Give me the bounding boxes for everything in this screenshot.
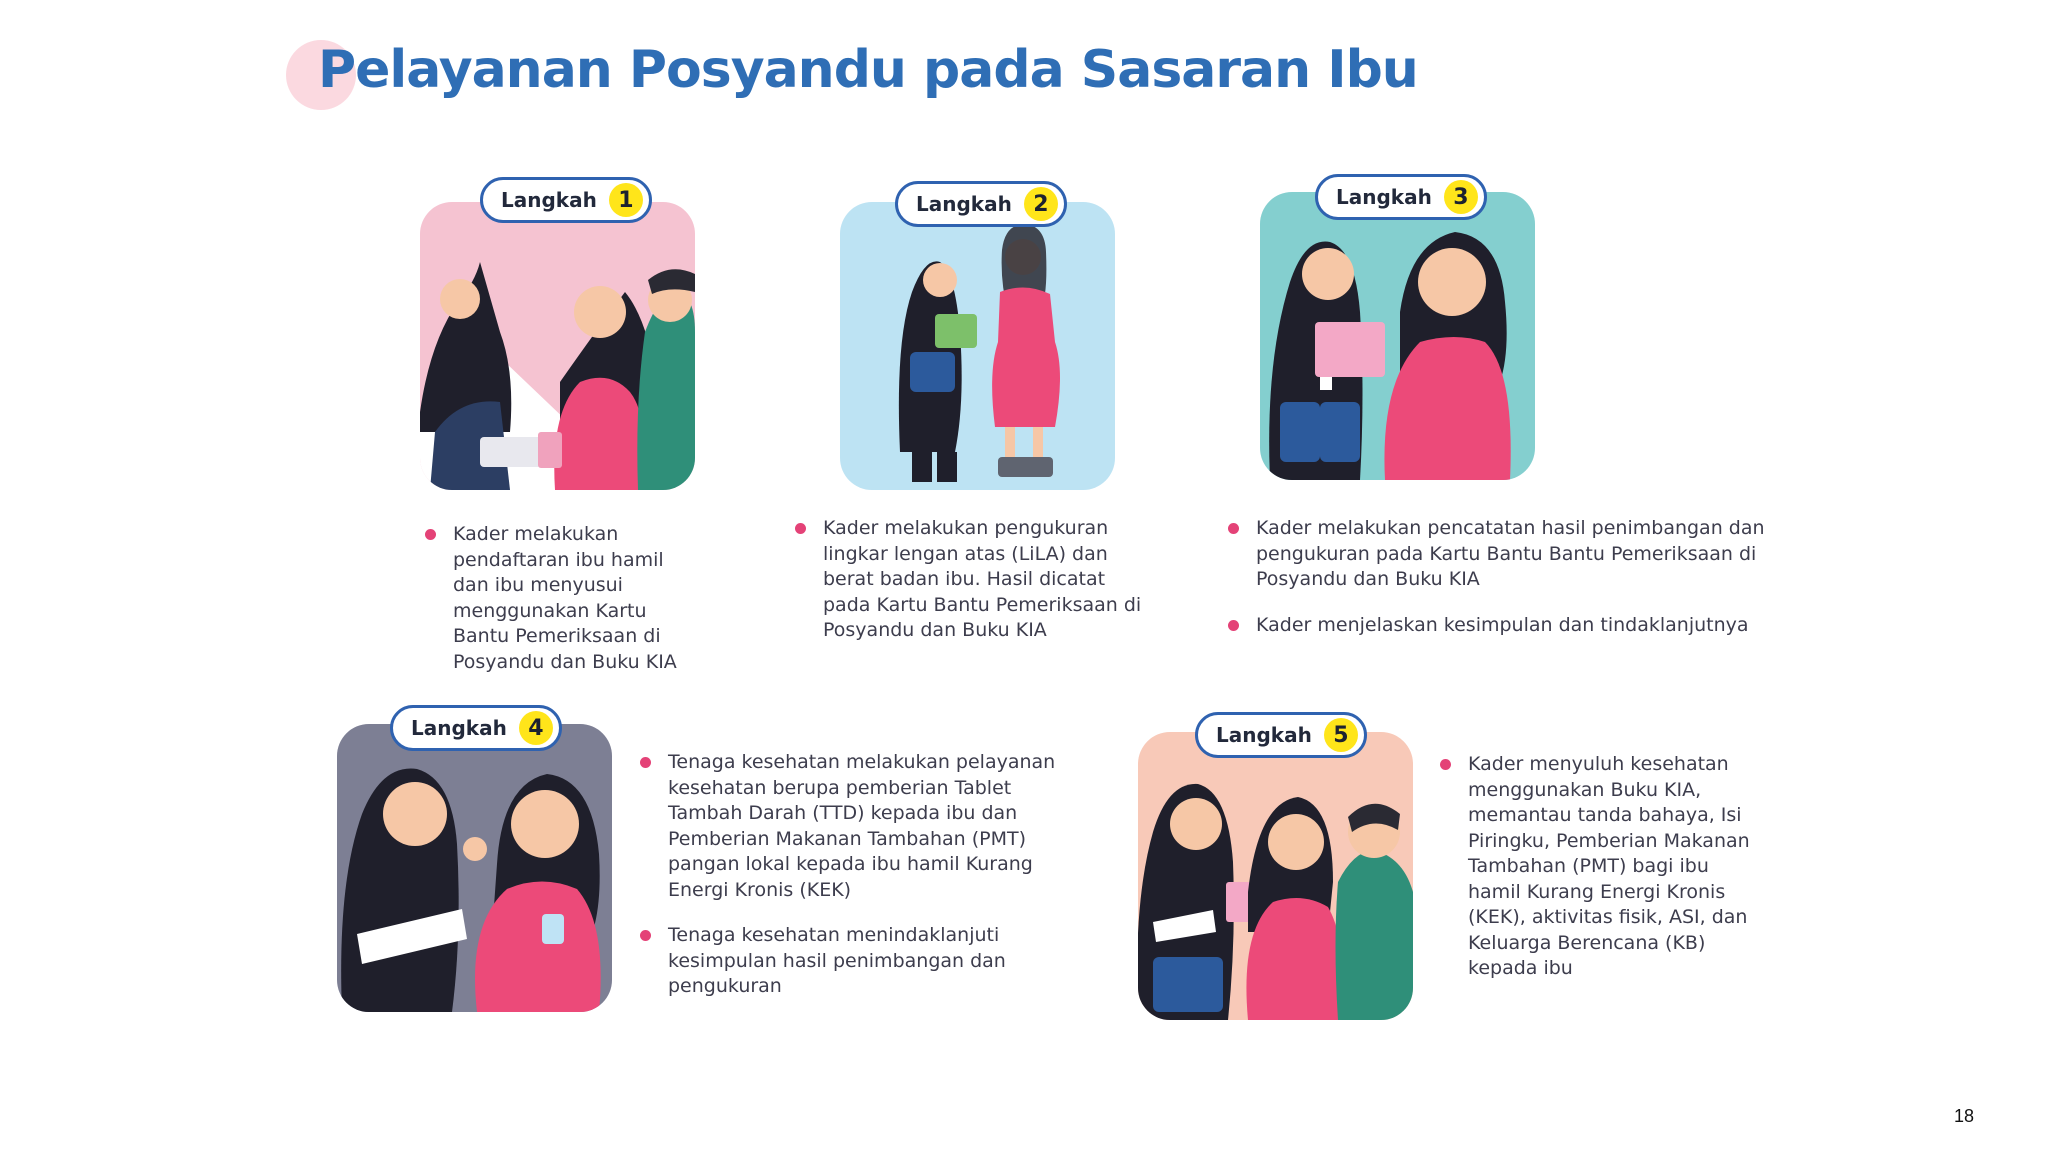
step-1-number: 1	[609, 183, 643, 217]
step-4-illustration	[337, 724, 612, 1012]
step-3-bullet-2: Kader menjelaskan kesimpulan dan tindaklanjutnya	[1228, 613, 1788, 639]
step-4-badge	[390, 705, 562, 751]
step-5-number: 5	[1324, 718, 1358, 752]
step-4-description	[640, 750, 1080, 1000]
step-1-bullet-1: Kader melakukan pendaftaran ibu hamil dan ibu menyusui menggunakan Kartu Bantu Pemeriksaan di Posyandu dan Buku KIA	[425, 522, 695, 675]
step-1-label: Langkah	[501, 188, 597, 212]
step-5-description	[1440, 752, 1760, 982]
step-2-label: Langkah	[916, 192, 1012, 216]
step-3-description	[1228, 516, 1788, 638]
step-2-bullet-1: Kader melakukan pengukuran lingkar lengan atas (LiLA) dan berat badan ibu. Hasil dicatat pada Kartu Bantu Pemeriksaan di Posyandu dan Buku KIA	[795, 516, 1155, 644]
step-3-number: 3	[1444, 180, 1478, 214]
step-4-number: 4	[519, 711, 553, 745]
step-3-bullet-1: Kader melakukan pencatatan hasil penimbangan dan pengukuran pada Kartu Bantu Bantu Pemeriksaan di Posyandu dan Buku KIA	[1228, 516, 1788, 593]
step-2-illustration	[840, 202, 1115, 490]
step-1-illustration	[420, 202, 695, 490]
step-4-label: Langkah	[411, 716, 507, 740]
step-4-bullet-2: Tenaga kesehatan menindaklanjuti kesimpulan hasil penimbangan dan pengukuran	[640, 923, 1080, 1000]
step-3-badge	[1315, 174, 1487, 220]
step-5-bullet-1: Kader menyuluh kesehatan menggunakan Buku KIA, memantau tanda bahaya, Isi Piringku, Pemberian Makanan Tambahan (PMT) bagi ibu hamil Kurang Energi Kronis (KEK), aktivitas fisik, ASI, dan Keluarga Berencana (KB) kepada ibu	[1440, 752, 1760, 982]
step-1-description	[425, 522, 695, 675]
step-2-number: 2	[1024, 187, 1058, 221]
step-3-illustration	[1260, 192, 1535, 480]
step-1-badge	[480, 177, 652, 223]
step-4-bullet-1: Tenaga kesehatan melakukan pelayanan kesehatan berupa pemberian Tablet Tambah Darah (TTD) kepada ibu dan Pemberian Makanan Tambahan (PMT) pangan lokal kepada ibu hamil Kurang Energi Kronis (KEK)	[640, 750, 1080, 903]
page-title: Pelayanan Posyandu pada Sasaran Ibu	[318, 40, 1418, 100]
step-5-illustration	[1138, 732, 1413, 1020]
page-number: 18	[1954, 1106, 1975, 1126]
step-2-badge	[895, 181, 1067, 227]
step-5-label: Langkah	[1216, 723, 1312, 747]
step-2-description	[795, 516, 1155, 644]
step-3-label: Langkah	[1336, 185, 1432, 209]
step-5-badge	[1195, 712, 1367, 758]
